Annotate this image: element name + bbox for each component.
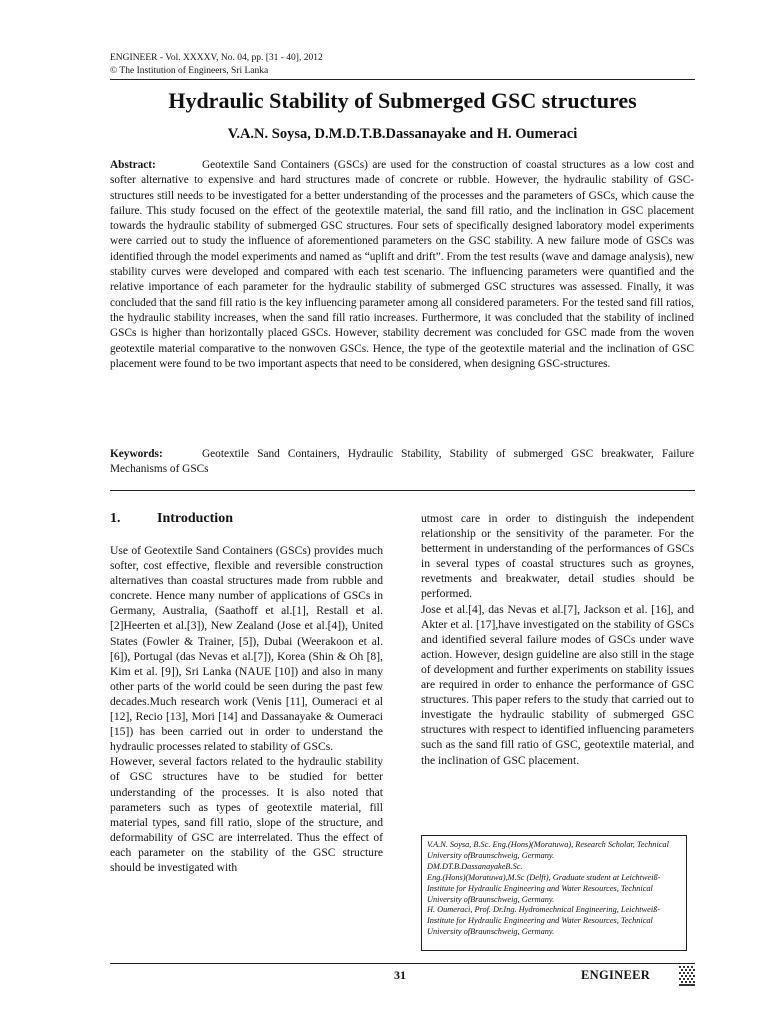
left-paragraph: Use of Geotextile Sand Containers (GSCs) provides much softer, cost effective, flexible and reversible construction alternatives than coastal structures made from rubble and concrete. Hence many number of applications of GSCs in Germany, Australia, (Saathoff et al.[1], Restall et al.[2]Heerten et al.[3]), New Zealand (Jose et al.[4]), United States (Fowler & Trainer, [5]), Dubai (Weerakoon et al.[6]), Portugal (das Nevas et al.[7]), Korea (Shin & Oh [8], Kim et al. [9]), Sri Lanka (NAUE [10]) and also in many other parts of the world could be seen during the past few decades.Much research work (Venis [11], Oumeraci et al [12], Recio [13], Mori [14] and Dassanayake & Oumeraci [15]) has been carried out in order to understand the hydraulic processes related to stability of GSCs. xyxy=(110,544,383,754)
right-paragraph: utmost care in order to distinguish the independent relationship or the sensitivity of the parameter. For the betterment in understanding of the performances of GSCs in several types of coastal structures such as groynes, revetments and breakwater, detail studies should be performed. xyxy=(421,512,694,601)
section-heading xyxy=(110,510,233,528)
abstract xyxy=(110,158,694,372)
keywords xyxy=(110,447,694,478)
keywords-label: Keywords: xyxy=(110,448,163,460)
affiliation: DM.DT.B.DassanayakeB.Sc. xyxy=(427,861,523,871)
left-column xyxy=(110,543,383,875)
affiliation: Eng.(Hons)(Moratuwa),M.Sc (Delft), Graduate student at Leichtweiß-Institute for Hydraulic Engineering and Water Resources, Technical University ofBraunschweig, Germany. xyxy=(427,872,661,904)
section-number: 1. xyxy=(110,511,121,526)
footer-divider xyxy=(110,963,695,964)
paper-title: Hydraulic Stability of Submerged GSC structures xyxy=(168,88,637,113)
right-paragraph: Jose et al.[4], das Nevas et al.[7], Jackson et al. [16], and Akter et al. [17],have investigated on the stability of GSCs and identified several failure modes of GSCs under wave action. However, design guideline are also still in the stage of development and further experiments on stability issues are required in order to enhance the performance of GSC structures. This paper refers to the study that carried out to investigate the hydraulic stability of submerged GSC structures with respect to identified influencing parameters such as the sand fill ratio of GSC, geotextile material, and the inclination of GSC placement. xyxy=(421,602,695,767)
section-divider xyxy=(110,490,695,491)
affiliation: V.A.N. Soysa, B.Sc. Eng.(Hons)(Moratuwa), Research Scholar, Technical University ofBraunschweig, Germany. xyxy=(427,840,669,860)
section-title: Introduction xyxy=(157,511,233,526)
affiliation: H. Oumeraci, Prof. Dr.Ing. Hydromechnical Engineering, Leichtweiß-Institute for Hydraulic Engineering and Water Resources, Technical University ofBraunschweig, Germany. xyxy=(427,905,661,937)
abstract-text: Geotextile Sand Containers (GSCs) are used for the construction of coastal structures as a low cost and softer alternative to expensive and hard structures made of concrete or rubble. However, the hydraulic stability of GSC-structures still needs to be investigated for a better understanding of the processes and the parameters of GSCs, which cause the failure. This study focused on the effect of the geotextile material, the sand fill ratio, and the inclination in GSC placement towards the hydraulic stability of submerged GSC structures. Four sets of specifically designed laboratory model experiments were carried out to study the influence of aforementioned parameters on the GSC stability. A new failure mode of GSCs was identified through the model experiments and named as “uplift and drift”. From the test results (wave and damage analysis), new stability curves were developed and compared with each test scenario. The influencing parameters were quantified and the relative importance of each parameter for the hydraulic stability of submerged GSC structures was assessed. Finally, it was concluded that the sand fill ratio is the key influencing parameter among all considered parameters. For the tested sand fill ratios, the hydraulic stability increases, when the sand fill ratio increases. Furthermore, it was concluded that the stability of inclined GSCs is higher than horizontally placed GSCs. However, stability decrement was concluded for GSC made from the woven geotextile material comparative to the nonwoven GSCs. Hence, the type of the geotextile material and the inclination of GSC placement were found to be two important aspects that need to be considered, when designing GSC-structures. xyxy=(110,159,694,370)
page-number: 31 xyxy=(394,968,406,982)
author-affiliations-box xyxy=(421,835,687,951)
header-citation: ENGINEER - Vol. XXXXV, No. 04, pp. [31 - 40], 2012 xyxy=(110,53,323,63)
abstract-label: Abstract: xyxy=(110,159,156,171)
header-copyright: © The Institution of Engineers, Sri Lanka xyxy=(110,65,269,76)
header-divider xyxy=(110,79,695,80)
journal-logo-icon xyxy=(678,965,696,987)
keywords-text: Geotextile Sand Containers, Hydraulic Stability, Stability of submerged GSC breakwater, Failure Mechanisms of GSCs xyxy=(110,448,694,476)
left-paragraph: However, several factors related to the hydraulic stability of GSC structures have to be studied for better understanding of the processes. It is also noted that parameters such as types of geotextile material, fill material types, sand fill ratio, slope of the structure, and deformability of GSC are interrelated. Thus the effect of each parameter on the stability of the GSC structure should be investigated with xyxy=(110,755,383,874)
paper-authors: V.A.N. Soysa, D.M.D.T.B.Dassanayake and H. Oumeraci xyxy=(227,126,578,142)
journal-name: ENGINEER xyxy=(581,968,651,982)
running-header xyxy=(110,52,323,77)
right-column xyxy=(421,511,694,768)
